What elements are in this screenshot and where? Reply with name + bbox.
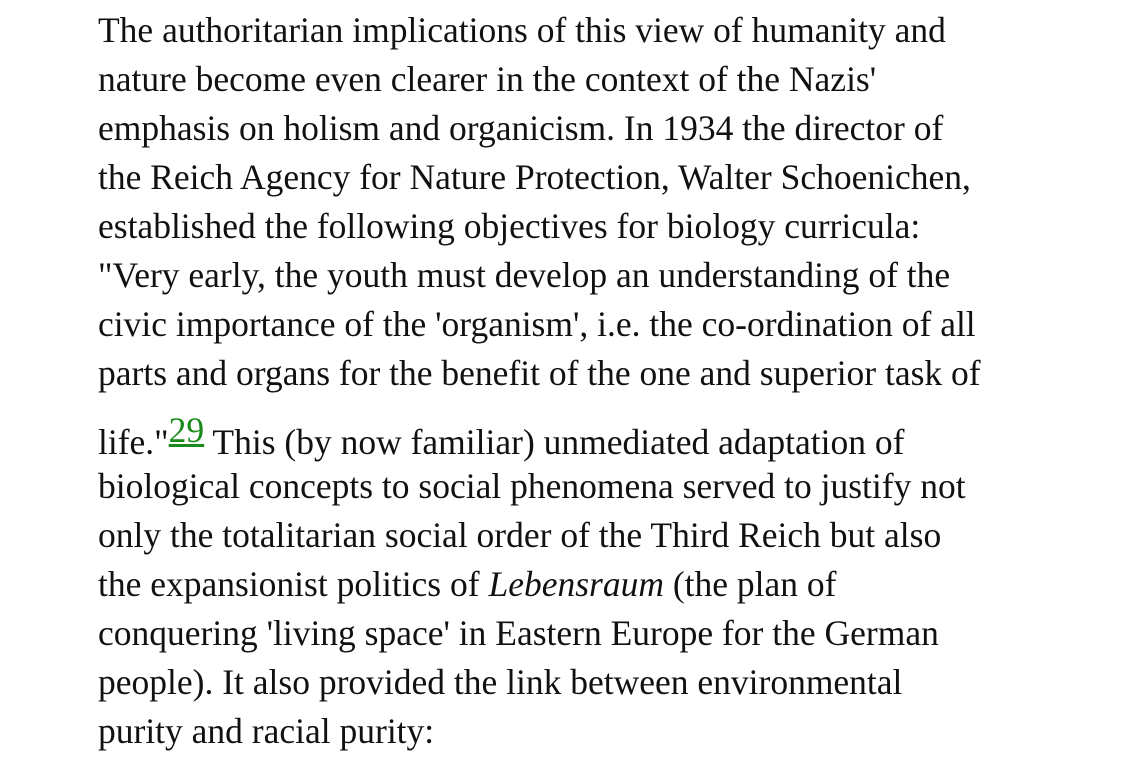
paragraph — [98, 6, 1098, 756]
footnote-link[interactable]: 29 — [168, 410, 205, 450]
text-line: "Very early, the youth must develop an understanding of the — [98, 255, 951, 295]
text-line: nature become even clearer in the context of the Nazis' — [98, 59, 877, 99]
text-line: only the totalitarian social order of the Third Reich but also — [98, 515, 942, 555]
text-line-with-footnote — [98, 398, 1098, 462]
text-segment: the expansionist politics of — [98, 564, 489, 604]
text-line: biological concepts to social phenomena served to justify not — [98, 466, 966, 506]
text-line: people). It also provided the link between environmental — [98, 662, 903, 702]
text-line: The authoritarian implications of this view of humanity and — [98, 10, 946, 50]
text-segment: (the plan of — [663, 564, 837, 604]
text-line: emphasis on holism and organicism. In 1934 the director of — [98, 108, 944, 148]
text-line: purity and racial purity: — [98, 711, 435, 751]
text-line: the Reich Agency for Nature Protection, Walter Schoenichen, — [98, 157, 971, 197]
text-line: conquering 'living space' in Eastern Europe for the German — [98, 613, 939, 653]
text-line: civic importance of the 'organism', i.e. the co-ordination of all — [98, 304, 976, 344]
text-line-with-italic — [98, 560, 1098, 609]
text-segment: life." — [98, 422, 169, 462]
article-body — [98, 6, 1098, 756]
italic-term: Lebensraum — [488, 564, 664, 604]
text-line: parts and organs for the benefit of the one and superior task of — [98, 353, 981, 393]
text-segment: This (by now familiar) unmediated adaptation of — [204, 422, 905, 462]
text-line: established the following objectives for biology curricula: — [98, 206, 921, 246]
